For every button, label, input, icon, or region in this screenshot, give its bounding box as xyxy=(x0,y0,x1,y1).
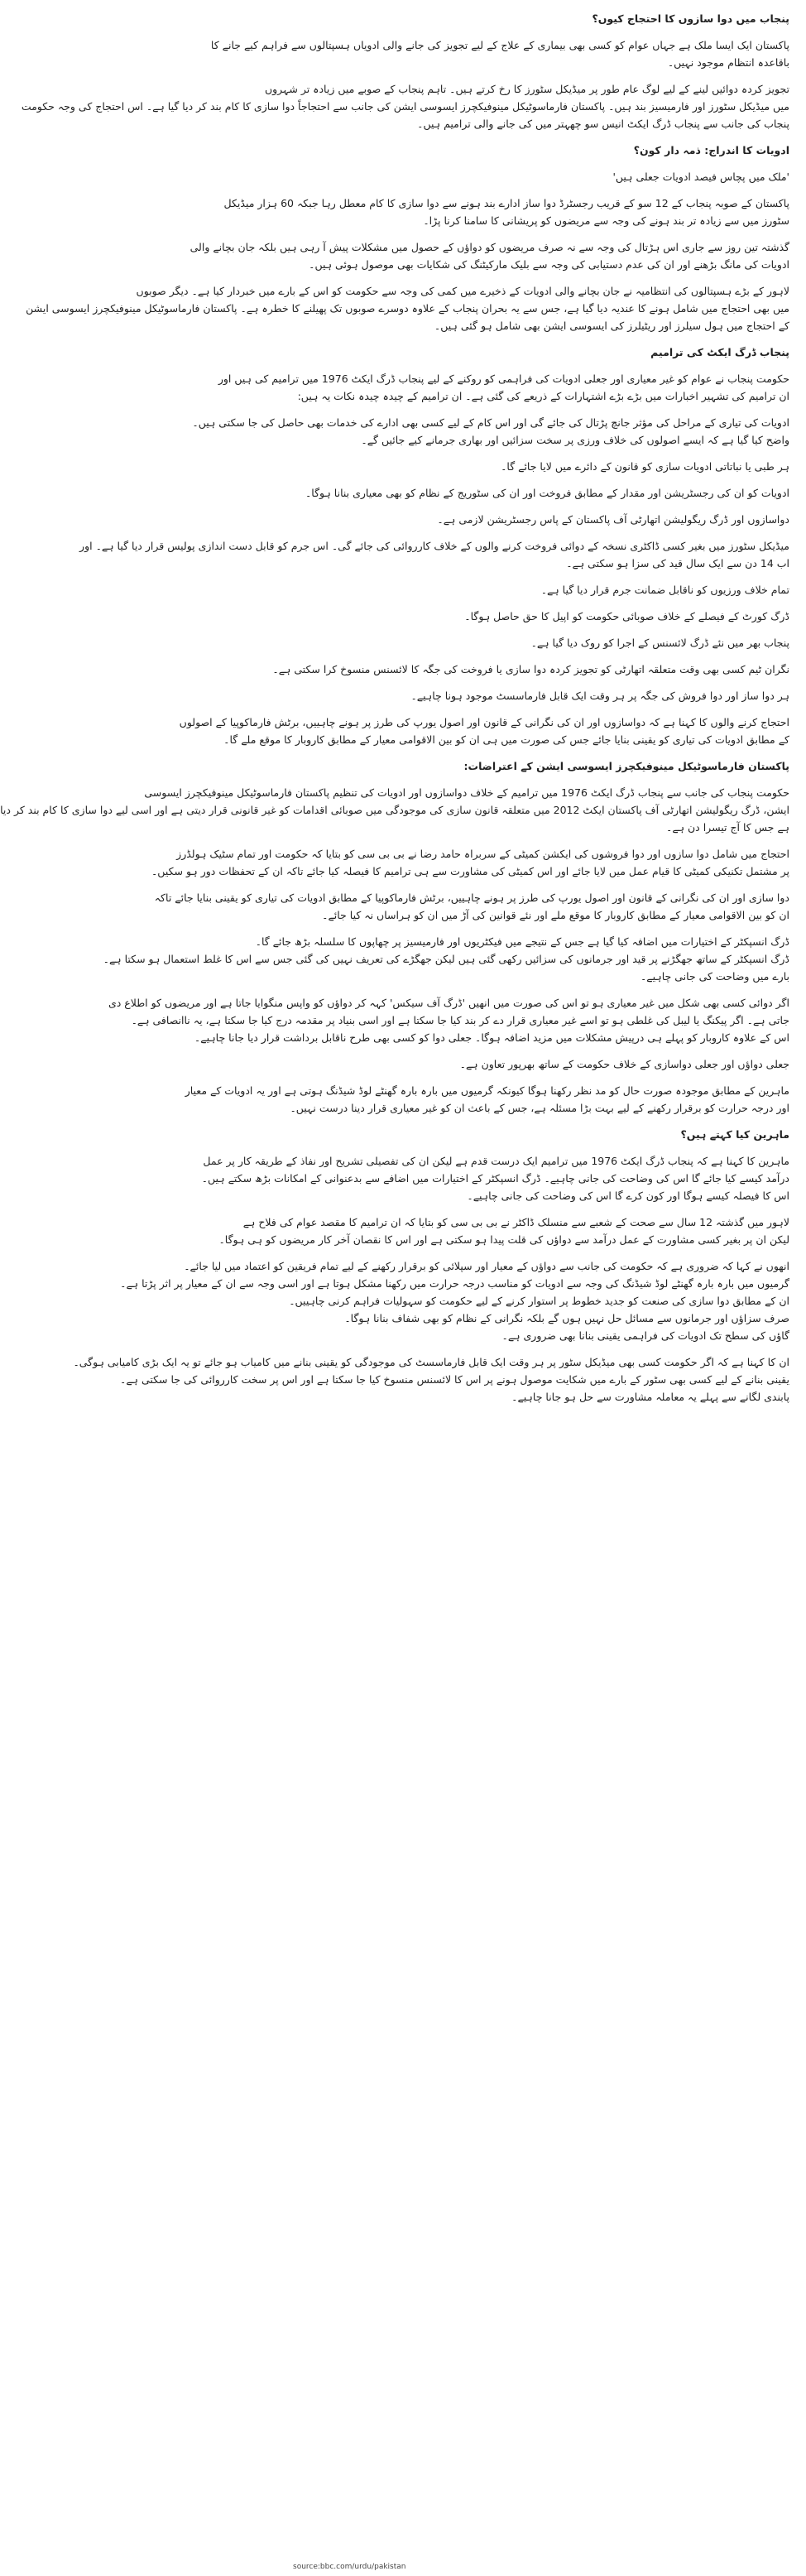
paragraph-line: ادویات کو ان کی رجسٹریشن اور مقدار کے مطابق فروخت اور ان کی سٹوریج کے نظام کو بھی معیاری بنانا ہوگا۔ xyxy=(305,487,789,499)
paragraph xyxy=(293,458,789,475)
paragraph-line: نگران ٹیم کسی بھی وقت متعلقہ اتھارٹی کو تجویز کردہ دوا سازی یا فروخت کی جگہ کا لائسنس منسوخ کرا سکتی ہے۔ xyxy=(272,663,789,675)
paragraph-line: ادویات کی مانگ بڑھنے اور ان کی عدم دستیابی کی وجہ سے بلیک مارکیٹنگ کی شکایات بھی موصول ہوئی ہیں۔ xyxy=(309,258,789,271)
paragraph xyxy=(293,687,789,704)
paragraph xyxy=(192,414,789,449)
paragraph-line: میں میڈیکل سٹورز اور فارمیسیز بند ہیں۔ پاکستان فارماسوٹیکل مینوفیکچرز ایسوسی ایشن کی جانب سے احتجاجاً دوا سازی کا کام بند کر دیا گیا ہے۔ اس احتجاج کی وجہ حکومت xyxy=(21,100,789,113)
source-credit: source:bbc.com/urdu/pakistan xyxy=(293,2563,406,2571)
paragraph-line: کے مطابق ادویات کی تیاری کو یقینی بنایا جائے جس کی صورت میں ہی ان کو بین الاقوامی معیار کے مطابق کاروبار کا موقع ملے گا۔ xyxy=(223,733,789,746)
paragraph-line: اب 14 دن سے ایک سال قید کی سزا ہو سکتی ہے۔ xyxy=(566,557,789,570)
paragraph-line: حکومت پنجاب نے عوام کو غیر معیاری اور جعلی ادویات کی فراہمی کو روکنے کے لیے پنجاب ڈرگ ایکٹ 1976 میں ترامیم کی ہیں اور xyxy=(218,372,789,385)
paragraph xyxy=(210,36,789,71)
paragraph-line: انھوں نے کہا کہ ضروری ہے کہ حکومت کی جانب سے دواؤں کے معیار اور سپلائی کو برقرار رکھنے کے لیے تمام فریقین کو اعتماد میں لیا جائے۔ xyxy=(184,1260,789,1272)
paragraph-line: پر مشتمل تکنیکی کمیٹی کا قیام عمل میں لایا جائے اور اس کمیٹی کی مشاورت سے ہی ترامیم کا فیصلہ کیا جائے تاکہ ان کے تحفظات دور ہو سکیں۔ xyxy=(151,865,789,877)
paragraph-line: پاکستان ایک ایسا ملک ہے جہاں عوام کو کسی بھی بیماری کے علاج کے لیے تجویز کی جانے والی ادویاں ہسپتالوں سے فراہم کیے جانے کا xyxy=(210,39,789,51)
paragraph-line: سٹورز میں سے زیادہ تر بند ہونے کی وجہ سے مریضوں کو پریشانی کا سامنا کرنا پڑا۔ xyxy=(423,214,789,227)
paragraph xyxy=(293,634,789,651)
paragraph-line: ہر دوا ساز اور دوا فروش کی جگہ پر ہر وقت ایک قابل فارماسسٹ موجود ہونا چاہیے۔ xyxy=(410,690,789,702)
paragraph-line: تجویز کردہ دوائیں لینے کے لیے لوگ عام طور پر میڈیکل سٹورز کا رخ کرتے ہیں۔ تاہم پنجاب کے صوبے میں زیادہ تر شہروں xyxy=(264,83,789,95)
paragraph-line: دوا سازی اور ان کی نگرانی کے قانون اور اصول یورپ کی طرز پر ہونے چاہییں، برٹش فارماکوپیا کے مطابق ادویات کی تیاری کو یقینی بنایا جائے تاکہ xyxy=(154,892,789,904)
paragraph-line: پاکستان کے صوبہ پنجاب کے 12 سو کے قریب رجسٹرڈ دوا ساز ادارے بند ہونے سے دوا سازی کا کام معطل رہا جبکہ 60 ہزار میڈیکل xyxy=(223,197,789,209)
paragraph-line: اور درجہ حرارت کو برقرار رکھنے کے لیے بہت بڑا مسئلہ ہے، جس کے باعث ان کو غیر معیاری قرار دینا درست نہیں۔ xyxy=(290,1102,789,1114)
paragraph-line: باقاعدہ انتظام موجود نہیں۔ xyxy=(667,56,789,69)
paragraph-line: 'ملک میں پچاس فیصد ادویات جعلی ہیں' xyxy=(612,171,789,183)
section-heading: ماہرین کیا کہتے ہیں؟ xyxy=(680,1128,789,1141)
paragraph-line: پابندی لگانے سے پہلے یہ معاملہ مشاورت سے حل ہو جانا چاہیے۔ xyxy=(511,1391,789,1403)
section-heading: پنجاب ڈرگ ایکٹ کی ترامیم xyxy=(650,346,789,358)
section-heading: پنجاب میں دوا سازوں کا احتجاج کیوں؟ xyxy=(592,12,789,25)
paragraph-line: ان کے مطابق دوا سازی کی صنعت کو جدید خطوط پر استوار کرنے کے لیے حکومت کو سہولیات فراہم کرنی چاہییں۔ xyxy=(289,1295,789,1307)
paragraph xyxy=(293,484,789,502)
paragraph-line: ڈرگ انسپکٹر کے ساتھ جھگڑنے پر قید اور جرمانوں کی سزائیں رکھی گئی ہیں لیکن جھگڑے کی تعریف نہیں کی گئی جس سے اس کا غلط استعمال ہو سکتا ہے۔ xyxy=(103,953,789,965)
paragraph-line: پنجاب بھر میں نئے ڈرگ لائسنس کے اجرا کو روک دیا گیا ہے۔ xyxy=(530,637,789,649)
paragraph xyxy=(21,80,789,132)
paragraph-line: اگر دوائی کسی بھی شکل میں غیر معیاری ہو تو اس کی صورت میں انھیں 'ڈرگ آف سیکس' کہہ کر دواؤں کو واپس منگوایا جاتا ہے اور مریضوں کو اطلاع دی xyxy=(108,997,789,1009)
paragraph xyxy=(108,994,789,1046)
paragraph-line: دواسازوں اور ڈرگ ریگولیشن اتھارٹی آف پاکستان کے پاس رجسٹریشن لازمی ہے۔ xyxy=(437,513,789,526)
section-heading: ادویات کا اندراج: ذمہ دار کون؟ xyxy=(633,144,789,156)
paragraph-line: ان ترامیم کی تشہیر اخبارات میں بڑے بڑے اشتہارات کے ذریعے کی گئی ہے۔ ان ترامیم کے چیدہ چیدہ نکات یہ ہیں: xyxy=(297,390,789,402)
paragraph xyxy=(293,581,789,598)
paragraph xyxy=(26,282,789,334)
paragraph-line: میڈیکل سٹورز میں بغیر کسی ڈاکٹری نسخہ کے دوائی فروخت کرنے والوں کے خلاف کارروائی کی جائے گی۔ اس جرم کو قابل دست اندازی پولیس قرار دیا گیا ہے۔ اور xyxy=(79,540,789,552)
paragraph-line: ایشن، ڈرگ ریگولیشن اتھارٹی آف پاکستان ایکٹ 2012 میں متعلقہ قانون سازی کی موجودگی میں صوبائی اقدامات کو غیر قانونی قرار دیتی ہے اور اسی لیے دوا سازی کا کام بند کر دیا xyxy=(0,804,789,816)
paragraph xyxy=(293,1055,789,1073)
paragraph-line: ہے جس کا آج تیسرا دن ہے۔ xyxy=(666,821,789,834)
paragraph-line: ماہرین کے مطابق موجودہ صورت حال کو مد نظر رکھنا ہوگا کیونکہ گرمیوں میں بارہ بارہ گھنٹے لوڈ شیڈنگ ہوتی ہے اور یہ ادویات کے معیار xyxy=(185,1084,789,1097)
paragraph xyxy=(151,845,789,880)
section-heading: پاکستان فارماسوٹیکل مینوفیکچرز ایسوسی ایشن کے اعتراضات: xyxy=(463,760,789,772)
paragraph xyxy=(201,1152,789,1204)
paragraph-line: اس کا فیصلہ کیسے ہوگا اور کون کرے گا اس کی وضاحت کی جانی چاہیے۔ xyxy=(467,1189,789,1202)
paragraph-line: میں بھی احتجاج میں شامل ہونے کا عندیہ دیا گیا ہے، جس سے یہ بحران پنجاب کے علاوہ دوسرے صوبوں تک پھیلنے کا خطرہ ہے۔ پاکستان فارماسوٹیکل مینوفیکچرز ایسوسی ایشن xyxy=(26,302,789,315)
paragraph-line: ڈرگ کورٹ کے فیصلے کے خلاف صوبائی حکومت کو اپیل کا حق حاصل ہوگا۔ xyxy=(464,610,789,622)
paragraph-line: احتجاج کرنے والوں کا کہنا ہے کہ دواسازوں اور ان کی نگرانی کے قانون اور اصول یورپ کی طرز پر ہونے چاہییں، برٹش فارماکوپیا کے اصولوں xyxy=(179,716,789,728)
paragraph xyxy=(293,511,789,528)
paragraph xyxy=(293,608,789,625)
paragraph-line: ماہرین کا کہنا ہے کہ پنجاب ڈرگ ایکٹ 1976 میں ترامیم ایک درست قدم ہے لیکن ان کی تفصیلی تشریح اور نفاذ کے طریقہ کار پر عمل xyxy=(203,1155,789,1167)
paragraph-line: لاہور کے بڑے ہسپتالوں کی انتظامیہ نے جان بچانے والی ادویات کے ذخیرے میں کمی کی وجہ سے حکومت کو اس کے بارے میں خبردار کیا ہے۔ دیگر صوبوں xyxy=(136,285,789,297)
paragraph xyxy=(0,784,789,836)
paragraph xyxy=(293,168,789,185)
paragraph-line: گذشتہ تین روز سے جاری اس ہڑتال کی وجہ سے نہ صرف مریضوں کو دواؤں کے حصول میں مشکلات پیش آ رہی ہیں بلکہ جان بچانے والی xyxy=(190,241,789,253)
article-body xyxy=(0,10,789,1415)
paragraph xyxy=(272,661,789,678)
paragraph-line: لاہور میں گذشتہ 12 سال سے صحت کے شعبے سے منسلک ڈاکٹر نے بی بی سی کو بتایا کہ ان ترامیم کا مقصد عوام کی فلاح ہے xyxy=(242,1216,789,1228)
paragraph-line: تمام خلاف ورزیوں کو ناقابل ضمانت جرم قرار دیا گیا ہے۔ xyxy=(540,584,789,596)
paragraph xyxy=(218,370,789,405)
paragraph-line: گرمیوں میں بارہ بارہ گھنٹے لوڈ شیڈنگ کی وجہ سے ادویات کو مناسب درجہ حرارت میں رکھنا مشکل ہوتا ہے اور اسی وجہ سے ان کے معیار پر اثر پڑتا ہے۔ xyxy=(120,1277,789,1290)
paragraph xyxy=(73,1353,789,1406)
paragraph-line: جعلی دواؤں اور جعلی دواسازی کے خلاف حکومت کے ساتھ بھرپور تعاون ہے۔ xyxy=(459,1058,789,1070)
paragraph-line: کے احتجاج میں ہول سیلرز اور ریٹیلرز کی ایسوسی ایشن بھی شامل ہو گئی ہیں۔ xyxy=(434,320,789,332)
paragraph xyxy=(103,933,789,985)
paragraph xyxy=(179,714,789,748)
paragraph-line: واضح کیا گیا ہے کہ ایسے اصولوں کی خلاف ورزی پر سخت سزائیں اور بھاری جرمانے کیے جائیں گے۔ xyxy=(361,434,789,446)
paragraph-line: پنجاب کی جانب سے پنجاب ڈرگ ایکٹ انیس سو چھہتر میں کی جانے والی ترامیم ہیں۔ xyxy=(417,118,789,130)
paragraph xyxy=(223,195,789,229)
paragraph-line: ہر طبی یا نباتاتی ادویات سازی کو قانون کے دائرے میں لایا جائے گا۔ xyxy=(501,460,789,473)
paragraph-line: ان کو بین الاقوامی معیار کے مطابق کاروبار کا موقع ملے اور نئے قوانین کی آڑ میں ان کو ہراساں نہ کیا جائے۔ xyxy=(322,909,789,921)
paragraph xyxy=(79,537,789,572)
paragraph xyxy=(154,889,789,924)
paragraph-line: صرف سزاؤں اور جرمانوں سے مسائل حل نہیں ہوں گے بلکہ نگرانی کے نظام کو بھی شفاف بنانا ہوگا۔ xyxy=(344,1312,789,1324)
paragraph-line: لیکن ان پر بغیر کسی مشاورت کے عمل درآمد سے دواؤں کی قلت پیدا ہو سکتی ہے اور اس کا نقصان آخر کار مریضوں کو ہی ہوگا۔ xyxy=(218,1233,789,1246)
paragraph-line: جاتی ہے۔ اگر پیکنگ یا لیبل کی غلطی ہو تو اسے غیر معیاری قرار دے کر بند کیا جا سکتا ہے اور اسی بنیاد پر مقدمہ درج کیا جا سکتا ہے، یہ ناانصافی ہے۔ xyxy=(131,1014,789,1026)
paragraph xyxy=(185,1082,789,1117)
paragraph xyxy=(120,1257,789,1344)
paragraph-line: احتجاج میں شامل دوا سازوں اور دوا فروشوں کی ایکشن کمیٹی کے سربراہ حامد رضا نے بی بی سی کو بتایا کہ حکومت اور تمام سٹیک ہولڈرز xyxy=(176,848,789,860)
paragraph-line: ادویات کی تیاری کے مراحل کی مؤثر جانچ پڑتال کی جائے گی اور اس کام کے لیے کسی بھی ادارے کی خدمات بھی حاصل کی جا سکتی ہیں۔ xyxy=(192,416,789,429)
paragraph-line: یقینی بنانے کے لیے کسی بھی سٹور کے بارے میں شکایت موصول ہونے پر اس کا لائسنس منسوخ کیا جا سکتا ہے اور اس پر سخت کارروائی کی جا سکتی ہے۔ xyxy=(120,1373,789,1386)
paragraph xyxy=(218,1214,789,1248)
paragraph-line: حکومت پنجاب کی جانب سے پنجاب ڈرگ ایکٹ 1976 میں ترامیم کے خلاف دواسازوں اور ادویات کی تنظیم پاکستان فارماسوٹیکل مینوفیکچرز ایسوسی xyxy=(144,786,789,799)
paragraph-line: ڈرگ انسپکٹر کے اختیارات میں اضافہ کیا گیا ہے جس کے نتیجے میں فیکٹریوں اور فارمیسیز پر چھاپوں کا سلسلہ بڑھ جائے گا۔ xyxy=(255,935,789,948)
paragraph-line: درآمد کیسے کیا جائے گا اس کی وضاحت کی جانی چاہیے۔ ڈرگ انسپکٹر کے اختیارات میں اضافے سے بدعنوانی کے امکانات بڑھ سکتے ہیں۔ xyxy=(201,1172,789,1185)
paragraph-line: گاؤں کی سطح تک ادویات کی فراہمی یقینی بنانا بھی ضروری ہے۔ xyxy=(501,1329,789,1342)
paragraph-line: ان کا کہنا ہے کہ اگر حکومت کسی بھی میڈیکل سٹور پر ہر وقت ایک قابل فارماسسٹ کی موجودگی کو یقینی بنانے میں کامیاب ہو جائے تو یہ ایک بڑی کامیابی ہوگی۔ xyxy=(73,1356,789,1368)
paragraph-line: بارے میں وضاحت کی جانی چاہیے۔ xyxy=(640,970,789,983)
paragraph-line: اس کے علاوہ کاروبار کو پہلے ہی درپیش مشکلات میں مزید اضافہ ہوگا۔ جعلی دوا کو کسی بھی طرح ناقابل برداشت قرار دیا جانا چاہیے۔ xyxy=(194,1031,789,1044)
paragraph xyxy=(190,238,789,273)
